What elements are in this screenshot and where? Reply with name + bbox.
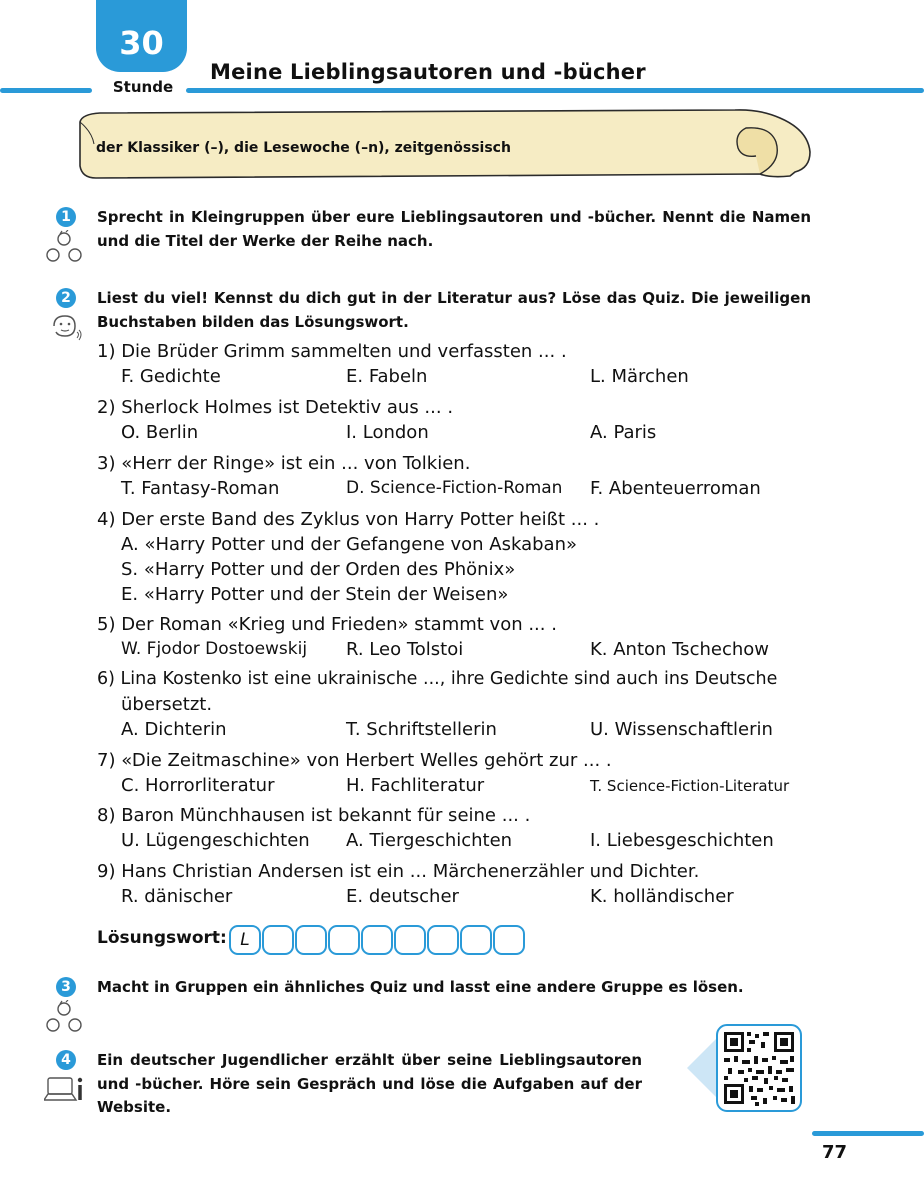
solution-letter-box-6[interactable] bbox=[394, 925, 426, 955]
exercise-1-number: 1 bbox=[56, 207, 76, 227]
question-6-option-b: T. Schriftstellerin bbox=[346, 719, 497, 740]
question-9-option-b: E. deutscher bbox=[346, 886, 459, 907]
group-talk-icon bbox=[44, 230, 84, 266]
header-rule-right bbox=[186, 88, 924, 93]
lesson-number-tab bbox=[96, 0, 187, 72]
question-7-option-a: C. Horrorliteratur bbox=[121, 775, 275, 796]
question-9-option-c: K. holländischer bbox=[590, 886, 734, 907]
laptop-info-icon bbox=[44, 1074, 86, 1110]
question-8: 8) Baron Münchhausen ist bekannt für seine ... . bbox=[97, 805, 531, 826]
solution-letter-box-4[interactable] bbox=[328, 925, 360, 955]
question-8-option-c: I. Liebesgeschichten bbox=[590, 830, 774, 851]
question-8-option-a: U. Lügengeschichten bbox=[121, 830, 310, 851]
question-9-option-a: R. dänischer bbox=[121, 886, 233, 907]
question-5-option-c: K. Anton Tschechow bbox=[590, 639, 769, 660]
question-2-option-c: A. Paris bbox=[590, 422, 657, 443]
exercise-3-number: 3 bbox=[56, 977, 76, 997]
question-5-option-b: R. Leo Tolstoi bbox=[346, 639, 464, 660]
group-talk-icon bbox=[44, 1000, 84, 1036]
exercise-2-number: 2 bbox=[56, 288, 76, 308]
solution-word-label: Lösungswort: bbox=[97, 928, 227, 948]
qr-code-icon[interactable] bbox=[683, 1022, 805, 1114]
footer-rule bbox=[812, 1131, 924, 1136]
solution-letter-box-1[interactable]: L bbox=[229, 925, 261, 955]
exercise-3-instruction: Macht in Gruppen ein ähnliches Quiz und lasst eine andere Gruppe es lösen. bbox=[97, 978, 744, 996]
solution-letter-box-3[interactable] bbox=[295, 925, 327, 955]
question-3: 3) «Herr der Ringe» ist ein ... von Tolkien. bbox=[97, 453, 471, 474]
question-1-option-b: E. Fabeln bbox=[346, 366, 428, 387]
question-6-option-c: U. Wissenschaftlerin bbox=[590, 719, 773, 740]
question-7-option-c: T. Science-Fiction-Literatur bbox=[590, 777, 790, 795]
question-1: 1) Die Brüder Grimm sammelten und verfassten ... . bbox=[97, 341, 567, 362]
question-3-option-b: D. Science-Fiction-Roman bbox=[346, 478, 563, 498]
question-3-option-c: F. Abenteuerroman bbox=[590, 478, 761, 499]
exercise-4-number: 4 bbox=[56, 1050, 76, 1070]
page-number: 77 bbox=[822, 1142, 848, 1163]
question-7: 7) «Die Zeitmaschine» von Herbert Welles gehört zur ... . bbox=[97, 750, 612, 771]
question-5: 5) Der Roman «Krieg und Frieden» stammt von ... . bbox=[97, 614, 557, 635]
lesson-number: 30 bbox=[119, 24, 164, 62]
question-1-option-c: L. Märchen bbox=[590, 366, 689, 387]
question-6: 6) Lina Kostenko ist eine ukrainische ..., ihre Gedichte sind auch ins Deutsche bbox=[97, 669, 778, 689]
question-3-option-a: T. Fantasy-Roman bbox=[121, 478, 280, 499]
solution-letter-box-8[interactable] bbox=[460, 925, 492, 955]
exercise-2-instruction: Liest du viel! Kennst du dich gut in der Literatur aus? Löse das Quiz. Die jeweiligen Buchstaben bilden das Lösungswort. bbox=[97, 289, 811, 331]
question-2: 2) Sherlock Holmes ist Detektiv aus ... . bbox=[97, 397, 454, 418]
solution-letter-box-2[interactable] bbox=[262, 925, 294, 955]
question-6-continuation: übersetzt. bbox=[121, 694, 213, 715]
thinking-face-icon bbox=[48, 312, 82, 342]
question-4-option-b: S. «Harry Potter und der Orden des Phönix» bbox=[121, 559, 516, 580]
solution-letter-box-5[interactable] bbox=[361, 925, 393, 955]
question-7-option-b: H. Fachliteratur bbox=[346, 775, 485, 796]
vocab-list: der Klassiker (–), die Lesewoche (–n), zeitgenössisch bbox=[96, 140, 511, 156]
exercise-4-instruction: Ein deutscher Jugendlicher erzählt über seine Lieblingsautoren und -bücher. Höre sein Gespräch und löse die Aufgaben auf der Website. bbox=[97, 1051, 642, 1116]
question-4: 4) Der erste Band des Zyklus von Harry Potter heißt ... . bbox=[97, 509, 600, 530]
question-4-option-c: E. «Harry Potter und der Stein der Weisen» bbox=[121, 584, 509, 605]
exercise-1-instruction: Sprecht in Kleingruppen über eure Lieblingsautoren und -bücher. Nennt die Namen und die Titel der Werke der Reihe nach. bbox=[97, 208, 811, 250]
solution-letter-box-7[interactable] bbox=[427, 925, 459, 955]
page-title: Meine Lieblingsautoren und -bücher bbox=[210, 60, 646, 84]
question-2-option-b: I. London bbox=[346, 422, 429, 443]
header-rule-left bbox=[0, 88, 92, 93]
question-6-option-a: A. Dichterin bbox=[121, 719, 227, 740]
solution-letter-box-9[interactable] bbox=[493, 925, 525, 955]
question-2-option-a: O. Berlin bbox=[121, 422, 199, 443]
question-9: 9) Hans Christian Andersen ist ein ... Märchenerzähler und Dichter. bbox=[97, 861, 700, 882]
question-4-option-a: A. «Harry Potter und der Gefangene von Askaban» bbox=[121, 534, 578, 555]
lesson-label: Stunde bbox=[112, 78, 174, 96]
question-5-option-a: W. Fjodor Dostoewskij bbox=[121, 639, 308, 659]
question-8-option-b: A. Tiergeschichten bbox=[346, 830, 513, 851]
question-1-option-a: F. Gedichte bbox=[121, 366, 221, 387]
